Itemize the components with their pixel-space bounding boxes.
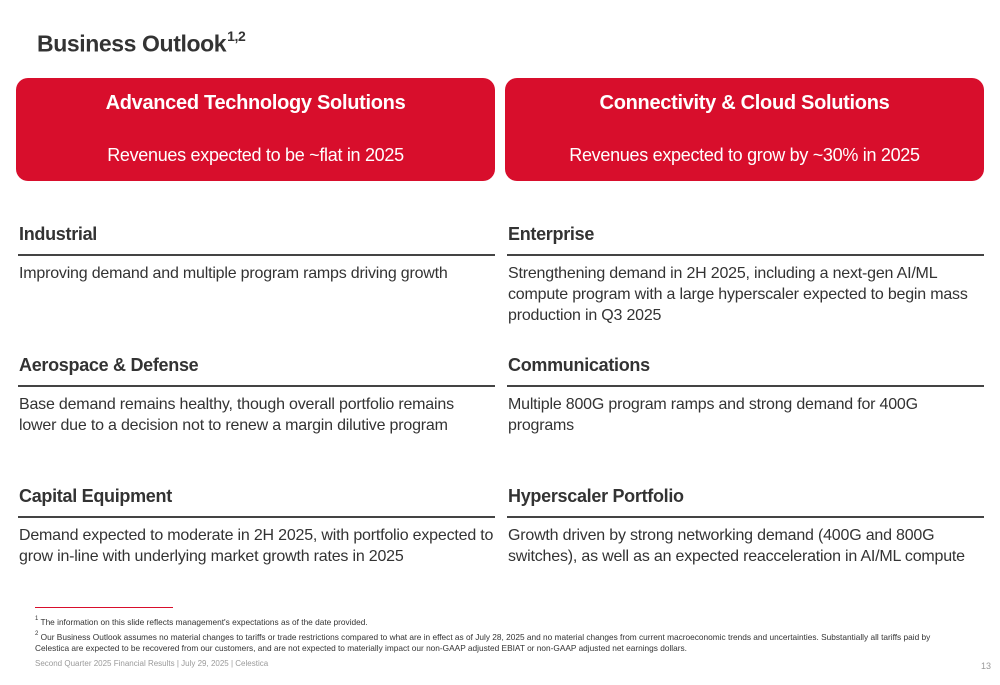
page-title-text: Business Outlook [37,30,227,57]
section-communications-body: Multiple 800G program ramps and strong demand for 400G programs [508,396,918,434]
section-communications-heading: Communications [508,355,650,375]
page-title [37,30,245,58]
section-capital-body: Demand expected to moderate in 2H 2025, with portfolio expected to grow in-line with underlying market growth rates in 2025 [19,527,494,565]
footnote-1 [35,615,368,628]
footer-text: Second Quarter 2025 Financial Results | July 29, 2025 | Celestica [35,659,269,668]
page-title-footnote-ref: 1,2 [227,28,246,44]
banner-ats-heading: Advanced Technology Solutions [105,92,406,114]
section-aerospace-heading: Aerospace & Defense [19,355,199,375]
section-aerospace [19,351,495,436]
footnote-1-text: The information on this slide reflects management's expectations as of the date provided. [40,616,368,627]
banner-ccs [505,78,984,181]
section-hyperscaler-body: Growth driven by strong networking demand (400G and 800G switches), as well as an expected reacceleration in AI/ML compute [508,527,965,565]
section-capital [19,482,495,567]
banner-ats [16,78,495,181]
banner-ccs-subtitle: Revenues expected to grow by ~30% in 2025 [569,145,920,165]
section-industrial [19,220,495,284]
footnote-2 [35,630,965,654]
page-number: 13 [980,661,991,671]
section-aerospace-body: Base demand remains healthy, though overall portfolio remains lower due to a decision not to renew a margin dilutive program [19,396,454,434]
section-divider [507,516,984,518]
section-communications [508,351,984,436]
section-enterprise-heading: Enterprise [508,224,595,244]
footnote-1-number: 1 [35,616,39,622]
banner-ats-subtitle: Revenues expected to be ~flat in 2025 [107,145,404,165]
footnote-divider [35,607,173,608]
banner-ccs-heading: Connectivity & Cloud Solutions [599,92,890,114]
section-industrial-heading: Industrial [19,224,98,244]
section-divider [18,254,495,256]
section-enterprise [508,220,984,326]
section-hyperscaler [508,482,984,567]
section-industrial-body: Improving demand and multiple program ramps driving growth [19,265,448,282]
section-divider [507,254,984,256]
section-enterprise-body: Strengthening demand in 2H 2025, including a next-gen AI/ML compute program with a large hyperscaler expected to begin mass production in Q3 2025 [508,265,968,324]
footnote-2-number: 2 [35,631,39,637]
section-capital-heading: Capital Equipment [19,486,172,506]
section-divider [18,516,495,518]
section-hyperscaler-heading: Hyperscaler Portfolio [508,486,684,506]
section-divider [18,385,495,387]
footnote-2-text: Our Business Outlook assumes no material changes to tariffs or trade restrictions compared to what are in effect as of July 28, 2025 and no material changes from current macroeconomic trends and uncertainties. Substantially all tariffs paid by Celestica are expected to be recovered from our customers, and are not expected to materially impact our non-GAAP adjusted EBIAT or non-GAAP adjusted net earnings dollars. [35,631,931,653]
section-divider [507,385,984,387]
